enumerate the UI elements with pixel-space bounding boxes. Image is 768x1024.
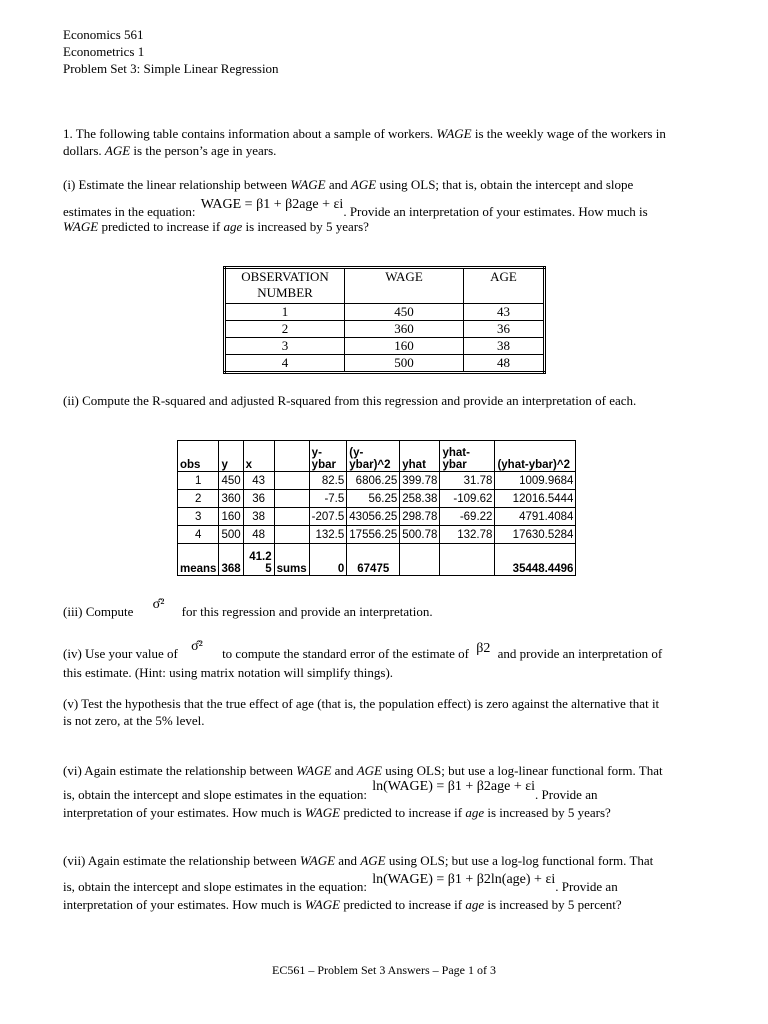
table1-header: AGE <box>464 268 545 304</box>
table-row: 4 500 48 132.5 17556.25 500.78 132.78 17630.5284 <box>178 526 576 544</box>
table1-header: OBSERVATION NUMBER <box>225 268 345 304</box>
part-vii-text: (vii) Again estimate the relationship between WAGE and AGE using OLS; but use a log-log functional form. That <box>63 853 654 868</box>
table2-header: (y-ybar)^2 <box>347 441 400 472</box>
part-i-equation-line: estimates in the equation: WAGE = β1 + β2age + εi. Provide an interpretation of your estimates. How much is <box>63 197 648 219</box>
log-linear-equation: ln(WAGE) = β1 + β2age + εi <box>372 779 536 794</box>
regression-table <box>177 440 576 576</box>
subject-name: Econometrics 1 <box>63 44 145 59</box>
log-log-equation: ln(WAGE) = β1 + β2ln(age) + εi <box>372 872 556 887</box>
course-name: Economics 561 <box>63 27 144 42</box>
table-row: 1 450 43 <box>225 304 545 321</box>
page-footer: EC561 – Problem Set 3 Answers – Page 1 of 3 <box>272 963 496 977</box>
part-iii-text: (iii) Compute σ̂² for this regression and provide an interpretation. <box>63 597 433 619</box>
table2-header: y-ybar <box>309 441 347 472</box>
table2-header: (yhat-ybar)^2 <box>495 441 576 472</box>
part-iv-text: (iv) Use your value of σ̂² to compute the standard error of the estimate of β2 and provide an interpretation of <box>63 639 663 661</box>
part-vii-equation-line: is, obtain the intercept and slope estimates in the equation: ln(WAGE) = β1 + β2ln(age) + εi. Provide an <box>63 872 618 894</box>
part-vi-text: (vi) Again estimate the relationship between WAGE and AGE using OLS; but use a log-linear functional form. That <box>63 763 663 778</box>
table2-header: obs <box>178 441 219 472</box>
table-row: 2 360 36 <box>225 321 545 338</box>
table2-header: x <box>243 441 274 472</box>
part-vi-text-end: interpretation of your estimates. How much is WAGE predicted to increase if age is increased by 5 years? <box>63 805 611 820</box>
part-ii-text: (ii) Compute the R-squared and adjusted R-squared from this regression and provide an interpretation of each. <box>63 393 637 408</box>
beta-2-symbol: β2 <box>476 641 491 656</box>
table2-header: yhat <box>400 441 440 472</box>
table2-header: yhat-ybar <box>440 441 495 472</box>
part-vii-text-end: interpretation of your estimates. How much is WAGE predicted to increase if age is increased by 5 percent? <box>63 897 622 912</box>
problem-set-title: Problem Set 3: Simple Linear Regression <box>63 61 279 76</box>
linear-equation: WAGE = β1 + β2age + εi <box>200 197 344 212</box>
part-i-text-end: WAGE predicted to increase if age is increased by 5 years? <box>63 219 369 234</box>
table-row: 2 360 36 -7.5 56.25 258.38 -109.62 12016.5444 <box>178 490 576 508</box>
table1-header: WAGE <box>345 268 464 304</box>
question-1-intro: 1. The following table contains information about a sample of workers. WAGE is the weekly wage of the workers in dollars. AGE is the person’s age in years. <box>63 126 666 158</box>
part-iv-hint: this estimate. (Hint: using matrix notation will simplify things). <box>63 665 394 680</box>
table2-header <box>274 441 309 472</box>
table-row: 3 160 38 -207.5 43056.25 298.78 -69.22 4791.4084 <box>178 508 576 526</box>
document-header <box>63 26 279 77</box>
wage-age-table <box>223 266 546 374</box>
table2-header: y <box>219 441 243 472</box>
part-vi-equation-line: is, obtain the intercept and slope estimates in the equation: ln(WAGE) = β1 + β2age + εi. Provide an <box>63 779 598 802</box>
table-row: 1 450 43 82.5 6806.25 399.78 31.78 1009.9684 <box>178 472 576 490</box>
totals-row: means 368 41.25 sums 0 67475 35448.4496 <box>178 544 576 576</box>
table-row: 4 500 48 <box>225 355 545 373</box>
sigma-hat-squared-symbol: σ̂² <box>191 639 203 654</box>
part-v-text: (v) Test the hypothesis that the true effect of age (that is, the population effect) is zero against the alternative that it is not zero, at the 5% level. <box>63 696 660 728</box>
table-row: 3 160 38 <box>225 338 545 355</box>
sigma-hat-squared-symbol: σ̂² <box>152 597 165 612</box>
part-i-text: (i) Estimate the linear relationship between WAGE and AGE using OLS; that is, obtain the intercept and slope <box>63 177 634 192</box>
